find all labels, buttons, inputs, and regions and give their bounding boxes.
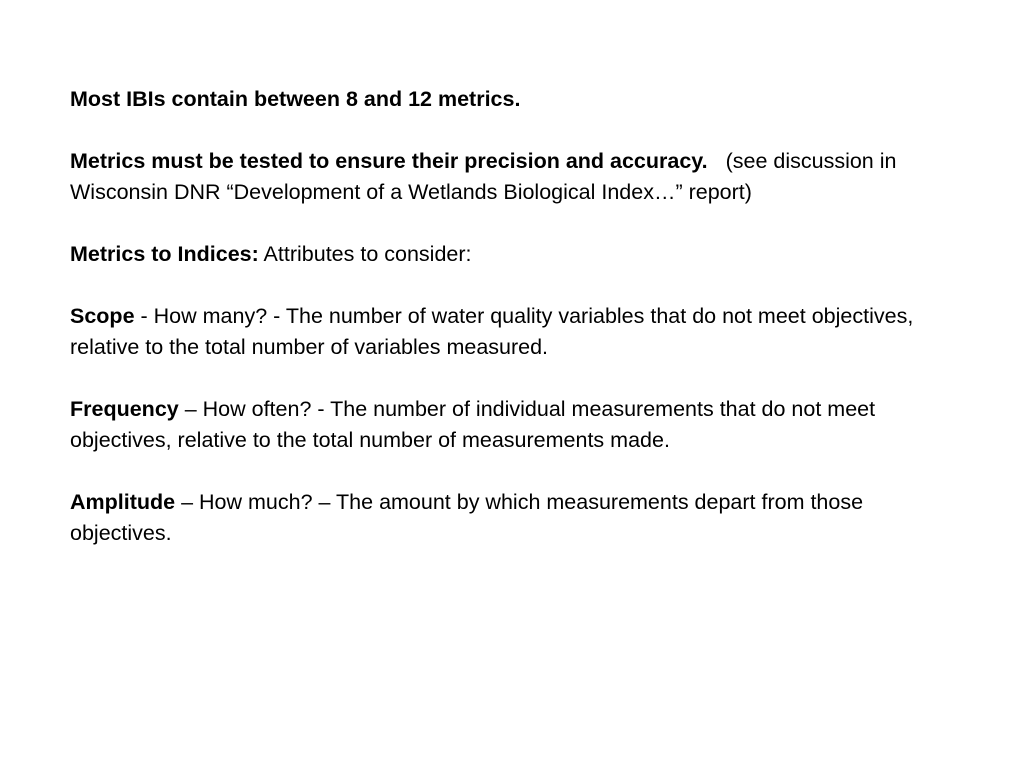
frequency-heading: Frequency <box>70 397 179 421</box>
paragraph-amplitude <box>70 487 970 549</box>
paragraph-frequency <box>70 394 970 456</box>
paragraph-metrics-testing <box>70 146 970 208</box>
metrics-to-indices-heading: Metrics to Indices: <box>70 242 259 266</box>
paragraph-metrics-to-indices <box>70 239 970 270</box>
metrics-testing-heading: Metrics must be tested to ensure their precision and accuracy. <box>70 149 708 173</box>
amplitude-heading: Amplitude <box>70 490 176 514</box>
paragraph-scope <box>70 301 970 363</box>
metrics-to-indices-text: Attributes to consider: <box>258 242 472 266</box>
metrics-testing-text: (see discussion in Wisconsin DNR “Development of a Wetlands Biological Index…” report) <box>70 149 903 204</box>
slide-body <box>70 84 970 580</box>
frequency-text: – How often? - The number of individual measurements that do not meet objectives, relative to the total number of measurements made. <box>70 397 876 452</box>
ibi-metrics-count-text: Most IBIs contain between 8 and 12 metrics. <box>70 87 521 111</box>
amplitude-text: – How much? – The amount by which measurements depart from those objectives. <box>70 490 864 545</box>
scope-heading: Scope <box>70 304 135 328</box>
paragraph-ibi-metrics-count <box>70 84 970 115</box>
scope-text: - How many? - The number of water quality variables that do not meet objectives, relative to the total number of variables measured. <box>70 304 914 359</box>
